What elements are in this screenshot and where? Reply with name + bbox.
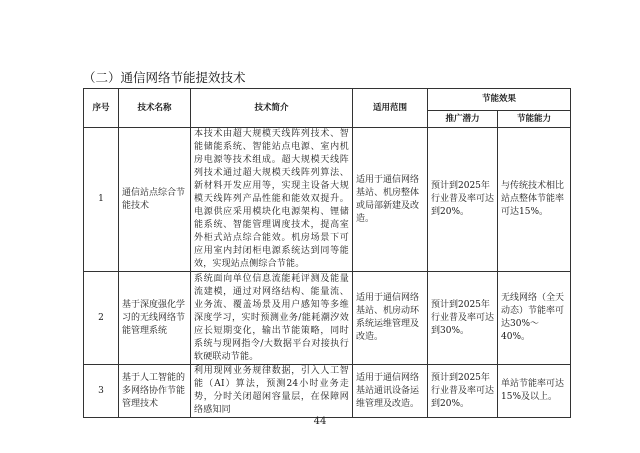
row-scope: 适用于通信网络基站、机房整体或局部新建及改造。 bbox=[353, 128, 428, 272]
row-no: 1 bbox=[84, 128, 119, 272]
row-scope: 适用于通信网络基站通讯设备运维管理及改造。 bbox=[353, 365, 428, 418]
row-potential: 预计到2025年行业普及率可达到20%。 bbox=[428, 128, 498, 272]
row-tech-intro: 系统面向单位信息流能耗评测及能量流建模，通过对网络结构、能量流、业务流、覆盖场景及用户感知等多维深度学习，实时预测业务/能耗潮汐效应长短期变化，输出节能策略，同时系统与现网指令/大数据平台对接执行软硬联动节能。 bbox=[191, 272, 353, 365]
row-capacity: 与传统技术相比站点整体节能率可达15%。 bbox=[498, 128, 571, 272]
table-row bbox=[84, 272, 571, 365]
header-scope: 适用范围 bbox=[353, 89, 428, 128]
row-tech-name: 基于深度强化学习的无线网络节能管理系统 bbox=[119, 272, 191, 365]
page-number: 44 bbox=[313, 416, 327, 427]
row-no: 2 bbox=[84, 272, 119, 365]
row-capacity: 单站节能率可达15%及以上。 bbox=[498, 365, 571, 418]
row-potential: 预计到2025年行业普及率可达到30%。 bbox=[428, 272, 498, 365]
table-row bbox=[84, 128, 571, 272]
section-title: （二）通信网络节能提效技术 bbox=[83, 70, 246, 85]
row-tech-name: 基于人工智能的多网络协作节能管理技术 bbox=[119, 365, 191, 418]
table-row bbox=[84, 365, 571, 418]
header-capacity: 节能能力 bbox=[498, 111, 571, 128]
header-intro: 技术简介 bbox=[191, 89, 353, 128]
row-scope: 适用于通信网络基站、机房动环系统运维管理及改造。 bbox=[353, 272, 428, 365]
technology-table bbox=[83, 88, 571, 418]
header-effect-group: 节能效果 bbox=[428, 89, 571, 111]
row-tech-intro: 本技术由超大规模天线阵列技术、智能储能系统、智能站点电源、室内机房电源等技术组成。超大规模天线阵列技术通过超大规模天线阵列算法、新材料开发应用等，实现主设备大规模天线阵列产品性能和能效双提升。电源供应采用模块化电源架构、锂储能系统、智能管理调度技术，提高室外柜式站点综合能效。机房场景下可应用室内封闭柜电源系统达到同等能效，实现站点侧综合节能。 bbox=[191, 128, 353, 272]
row-tech-intro: 利用现网业务规律数据，引入人工智能（AI）算法，预测24小时业务走势，分时关闭超闲容量层，在保障网络感知同 bbox=[191, 365, 353, 418]
header-no: 序号 bbox=[84, 89, 119, 128]
header-potential: 推广潜力 bbox=[428, 111, 498, 128]
row-capacity: 无线网络（全天动态）节能率可达30%～40%。 bbox=[498, 272, 571, 365]
row-no: 3 bbox=[84, 365, 119, 418]
row-potential: 预计到2025年行业普及率可达到20%。 bbox=[428, 365, 498, 418]
header-name: 技术名称 bbox=[119, 89, 191, 128]
row-tech-name: 通信站点综合节能技术 bbox=[119, 128, 191, 272]
table-header-row bbox=[84, 89, 571, 111]
